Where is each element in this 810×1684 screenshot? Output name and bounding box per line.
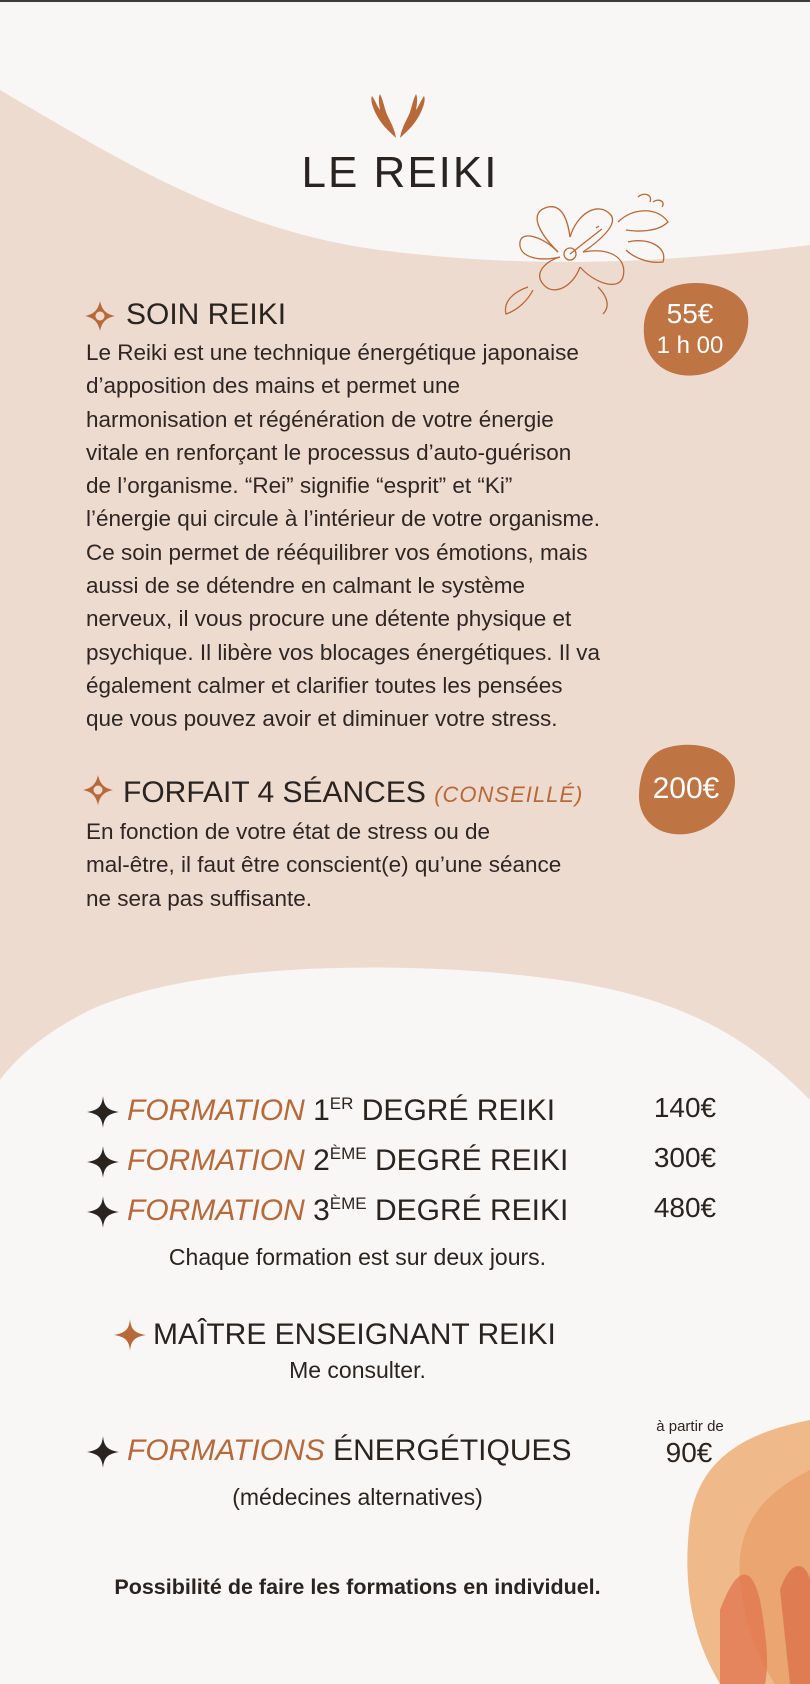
formation-label: FORMATION [127, 1094, 305, 1127]
maitre-title: MAÎTRE ENSEIGNANT REIKI [153, 1318, 556, 1351]
forfait-title [123, 776, 583, 810]
page-title: LE REIKI [301, 148, 499, 197]
footer-note: Possibilité de faire les formations en individuel. [114, 1575, 601, 1599]
soin-description [86, 336, 627, 736]
formation-number: 2 [313, 1144, 330, 1177]
paragraph-line: l’énergie qui circule à l’intérieur de votre organisme. [86, 506, 601, 532]
formation-row-3 [127, 1194, 568, 1228]
forfait-price: 200€ [652, 772, 720, 805]
maitre-note: Me consulter. [289, 1357, 426, 1383]
sparkle-icon [82, 774, 114, 806]
paragraph-line: harmonisation et régénération de votre énergie [86, 406, 554, 432]
energetiques-price: 90€ [665, 1437, 713, 1468]
sparkle-icon [84, 300, 116, 332]
energetiques-note: (médecines alternatives) [232, 1484, 483, 1510]
paragraph-line: également calmer et clarifier toutes les pensées [86, 672, 563, 698]
cross-star-icon [113, 1318, 147, 1352]
hands-icon [368, 92, 428, 140]
paragraph-line: Ce soin permet de rééquilibrer vos émotions, mais [86, 539, 588, 565]
paragraph-line: psychique. Il libère vos blocages énergétiques. Il va [86, 639, 601, 665]
cross-star-icon [86, 1195, 120, 1229]
paragraph-line: ne sera pas suffisante. [86, 885, 312, 911]
formation-number: 1 [313, 1094, 330, 1127]
formation-label: FORMATION [127, 1194, 305, 1227]
energetiques-label: FORMATIONS [127, 1434, 325, 1467]
forfait-description [86, 815, 627, 915]
forfait-title-text: FORFAIT 4 SÉANCES [123, 776, 426, 809]
energetiques-rest: ÉNERGÉTIQUES [333, 1434, 572, 1467]
paragraph-line: En fonction de votre état de stress ou de [86, 819, 491, 844]
paragraph-line: aussi de se détendre en calmant le système [86, 573, 525, 599]
paragraph-line: Le Reiki est une technique énergétique japonaise [86, 340, 579, 365]
cross-star-icon [86, 1435, 120, 1469]
energetiques-title [127, 1434, 572, 1468]
formation-price-3: 480€ [653, 1192, 717, 1223]
formations-note: Chaque formation est sur deux jours. [168, 1244, 547, 1270]
formation-degree: DEGRÉ REIKI [374, 1144, 569, 1177]
paragraph-line: de l’organisme. “Rei” signifie “esprit” et “Ki” [86, 473, 513, 499]
formation-degree: DEGRÉ REIKI [374, 1194, 569, 1227]
formation-label: FORMATION [127, 1144, 305, 1177]
energetiques-from: à partir de [656, 1418, 724, 1435]
formation-number: 3 [313, 1194, 330, 1227]
formation-row-2 [127, 1144, 568, 1178]
soin-duration: 1 h 00 [656, 332, 724, 359]
paragraph-line: mal-être, il faut être conscient(e) qu’une séance [86, 852, 562, 878]
paragraph-line: nerveux, il vous procure une détente physique et [86, 606, 572, 632]
paragraph-line: que vous pouvez avoir et diminuer votre stress. [86, 706, 558, 732]
paragraph-line: d’apposition des mains et permet une [86, 373, 460, 399]
formation-ordinal: ÈME [329, 1144, 367, 1163]
soin-price-badge-shape [640, 280, 750, 380]
soin-price: 55€ [666, 298, 714, 329]
formation-price-2: 300€ [653, 1142, 717, 1173]
formation-row-1 [127, 1094, 555, 1128]
forfait-conseille-tag: (CONSEILLÉ) [434, 782, 584, 807]
formation-ordinal: ÈME [329, 1194, 367, 1213]
cross-star-icon [86, 1145, 120, 1179]
formation-ordinal: ER [329, 1094, 354, 1113]
formation-price-1: 140€ [653, 1092, 717, 1123]
formation-degree: DEGRÉ REIKI [361, 1094, 556, 1127]
paragraph-line: vitale en renforçant le processus d’auto-guérison [86, 439, 572, 465]
cross-star-icon [86, 1095, 120, 1129]
soin-reiki-title: SOIN REIKI [126, 298, 287, 331]
